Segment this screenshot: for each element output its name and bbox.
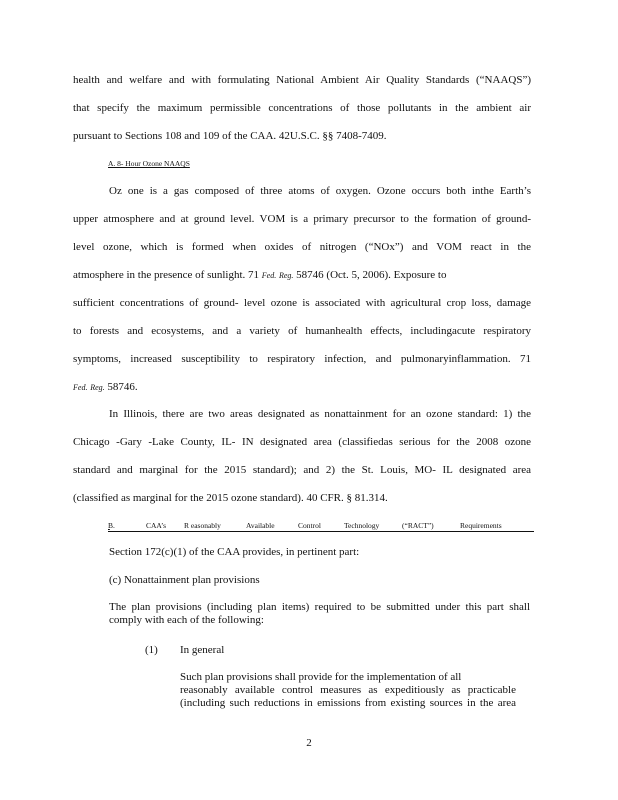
paragraph-line: pursuant to Sections 108 and 109 of the CAA. 42U.S.C. §§ 7408-7409. <box>73 130 387 142</box>
paragraph-line: level ozone, which is formed when oxides of nitrogen (“NOx”) and VOM react in the <box>73 241 531 253</box>
item-number: (1) <box>145 644 158 656</box>
paragraph-line: In Illinois, there are two areas designated as nonattainment for an ozone standard: 1) the <box>109 408 531 420</box>
line-text: atmosphere in the presence of sunlight. 71 <box>73 269 262 281</box>
quote-line: The plan provisions (including plan items) required to be submitted under this part shall <box>109 601 530 613</box>
section-b-heading <box>108 521 534 532</box>
heading-part: (“RACT”) <box>402 521 434 530</box>
quote-line: comply with each of the following: <box>109 614 264 626</box>
block-quote-line: Such plan provisions shall provide for the implementation of all <box>180 671 462 683</box>
paragraph-line: standard and marginal for the 2015 standard); and 2) the St. Louis, MO- IL designated area <box>73 464 531 476</box>
citation-reg: Reg. <box>90 383 105 392</box>
paragraph-line <box>73 268 531 283</box>
heading-part: CAA’s <box>146 521 167 530</box>
paragraph-line: symptoms, increased susceptibility to respiratory infection, and pulmonaryinflammation. 71 <box>73 353 531 365</box>
paragraph-line: that specify the maximum permissible concentrations of those pollutants in the ambient air <box>73 102 531 114</box>
section-a-heading: A. 8- Hour Ozone NAAQS <box>108 159 190 168</box>
line-text: 58746. <box>107 381 138 393</box>
citation-fed: Fed. <box>261 271 277 280</box>
line-text: 58746 (Oct. 5, 2006). Exposure to <box>296 269 447 281</box>
block-quote-line: reasonably available control measures as expeditiously as practicable <box>180 684 516 696</box>
paragraph-line: sufficient concentrations of ground- level ozone is associated with agricultural crop loss, damage <box>73 297 531 309</box>
page-number: 2 <box>306 737 312 749</box>
item-heading: In general <box>180 644 225 656</box>
heading-part: Control <box>298 521 321 530</box>
paragraph-line <box>73 380 531 395</box>
paragraph-line: (classified as marginal for the 2015 ozone standard). 40 CFR. § 81.314. <box>73 492 388 504</box>
citation-reg: Reg. <box>278 271 294 280</box>
heading-part: B. <box>108 521 115 530</box>
block-quote-line: (including such reductions in emissions from existing sources in the area <box>180 697 516 709</box>
heading-part: R easonably <box>184 521 221 530</box>
heading-part: Available <box>246 521 275 530</box>
paragraph-line: Chicago -Gary -Lake County, IL- IN designated area (classifiedas serious for the 2008 ozone <box>73 436 531 448</box>
citation-fed: Fed. <box>73 383 88 392</box>
paragraph-line: to forests and ecosystems, and a variety of humanhealth effects, includingacute respiratory <box>73 325 531 337</box>
paragraph-line: upper atmosphere and at ground level. VOM is a primary precursor to the formation of ground- <box>73 213 531 225</box>
paragraph-line: Oz one is a gas composed of three atoms of oxygen. Ozone occurs both inthe Earth’s <box>109 185 531 197</box>
subsection-title: (c) Nonattainment plan provisions <box>109 574 260 586</box>
paragraph-line: health and welfare and with formulating National Ambient Air Quality Standards (“NAAQS”) <box>73 74 531 86</box>
heading-part: Technology <box>344 521 380 530</box>
heading-part: Requirements <box>460 521 502 530</box>
section-b-intro: Section 172(c)(1) of the CAA provides, in pertinent part: <box>109 546 360 558</box>
